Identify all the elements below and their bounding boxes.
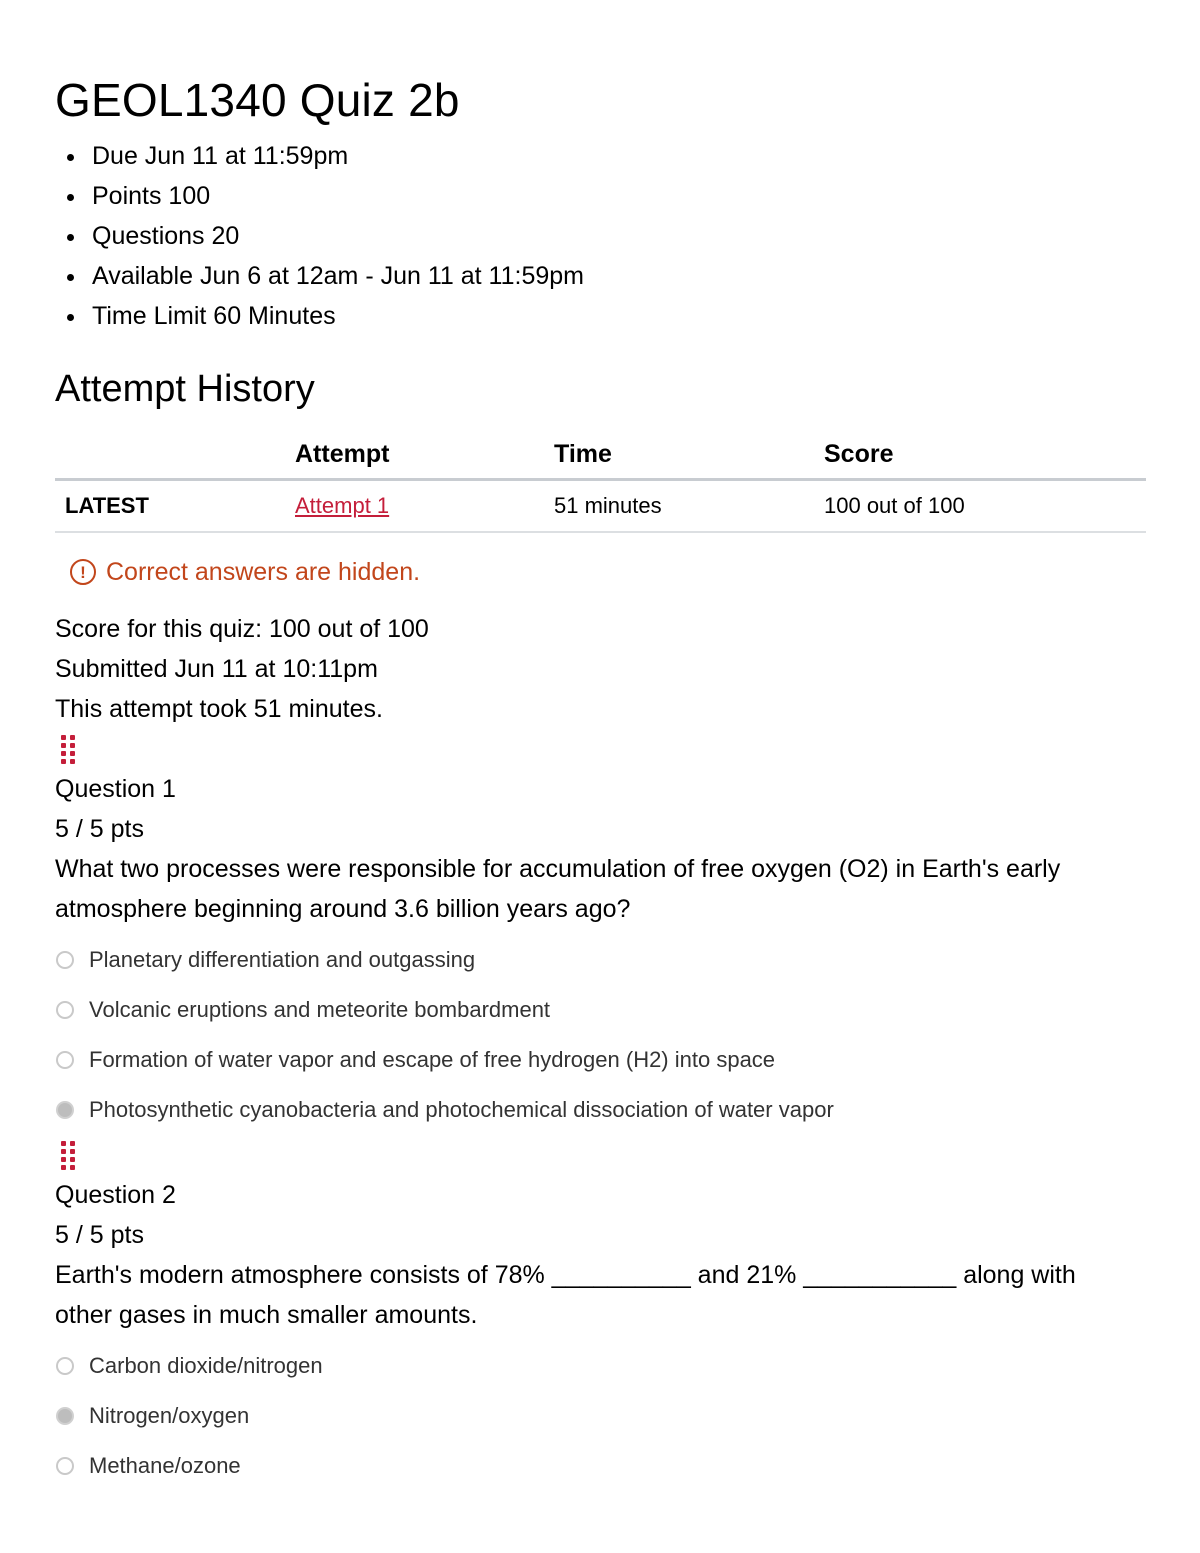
column-header-score: Score (824, 430, 1146, 480)
radio-button-selected[interactable] (56, 1101, 74, 1119)
attempt-1-link[interactable]: Attempt 1 (295, 493, 390, 518)
detail-questions: Questions 20 (55, 216, 1145, 256)
answer-option[interactable] (55, 1441, 1145, 1491)
detail-time-limit: Time Limit 60 Minutes (55, 296, 1145, 336)
attempt-history-heading: Attempt History (55, 368, 315, 410)
table-header-row (55, 430, 1146, 480)
drag-handle-icon[interactable] (61, 735, 75, 765)
quiz-page (55, 72, 1145, 1491)
question-label: Question 2 (55, 1181, 176, 1209)
detail-due: Due Jun 11 at 11:59pm (55, 136, 1145, 176)
answer-option[interactable] (55, 1035, 1145, 1085)
question-2 (55, 1141, 1145, 1491)
answer-text: Planetary differentiation and outgassing (89, 947, 476, 972)
answer-option[interactable] (55, 1341, 1145, 1391)
drag-handle-icon[interactable] (61, 1141, 75, 1171)
submitted-summary: Submitted Jun 11 at 10:11pm (55, 655, 378, 683)
question-points: 5 / 5 pts (55, 1221, 144, 1249)
radio-button[interactable] (56, 951, 74, 969)
answer-option[interactable] (55, 985, 1145, 1035)
radio-button[interactable] (56, 1051, 74, 1069)
question-text: What two processes were responsible for accumulation of free oxygen (O2) in Earth's early atmosphere beginning around 3.6 billion years ago? (55, 855, 1061, 923)
answer-text: Photosynthetic cyanobacteria and photochemical dissociation of water vapor (89, 1097, 834, 1122)
answer-text: Methane/ozone (89, 1453, 241, 1478)
answer-text: Carbon dioxide/nitrogen (89, 1353, 323, 1378)
question-1 (55, 735, 1145, 1135)
radio-button-selected[interactable] (56, 1407, 74, 1425)
table-row (55, 480, 1146, 533)
quiz-details-list (55, 136, 1145, 336)
score-cell: 100 out of 100 (824, 480, 1146, 533)
attempt-history-table (55, 430, 1146, 533)
correct-answers-hidden-notice (70, 557, 1145, 587)
notice-text: Correct answers are hidden. (106, 557, 421, 586)
duration-summary: This attempt took 51 minutes. (55, 695, 383, 723)
column-header-blank (55, 430, 295, 480)
answer-option[interactable] (55, 935, 1145, 985)
answer-text: Volcanic eruptions and meteorite bombardment (89, 997, 551, 1022)
answer-text: Nitrogen/oxygen (89, 1403, 250, 1428)
answer-text: Formation of water vapor and escape of free hydrogen (H2) into space (89, 1047, 776, 1072)
question-text: Earth's modern atmosphere consists of 78% __________ and 21% ___________ along with other gases in much smaller amounts. (55, 1261, 1076, 1329)
score-summary: Score for this quiz: 100 out of 100 (55, 615, 429, 643)
answer-option[interactable] (55, 1085, 1145, 1135)
attempt-cell (295, 480, 554, 533)
detail-points: Points 100 (55, 176, 1145, 216)
question-points: 5 / 5 pts (55, 815, 144, 843)
column-header-attempt: Attempt (295, 430, 554, 480)
page-title: GEOL1340 Quiz 2b (55, 74, 460, 126)
detail-available: Available Jun 6 at 12am - Jun 11 at 11:59pm (55, 256, 1145, 296)
answer-list (55, 935, 1145, 1135)
question-label: Question 1 (55, 775, 176, 803)
time-cell: 51 minutes (554, 480, 824, 533)
answer-list (55, 1341, 1145, 1491)
answer-option[interactable] (55, 1391, 1145, 1441)
quiz-summary (55, 609, 1145, 729)
warning-icon: ! (70, 559, 96, 585)
radio-button[interactable] (56, 1457, 74, 1475)
column-header-time: Time (554, 430, 824, 480)
radio-button[interactable] (56, 1357, 74, 1375)
latest-label: LATEST (55, 480, 295, 533)
radio-button[interactable] (56, 1001, 74, 1019)
